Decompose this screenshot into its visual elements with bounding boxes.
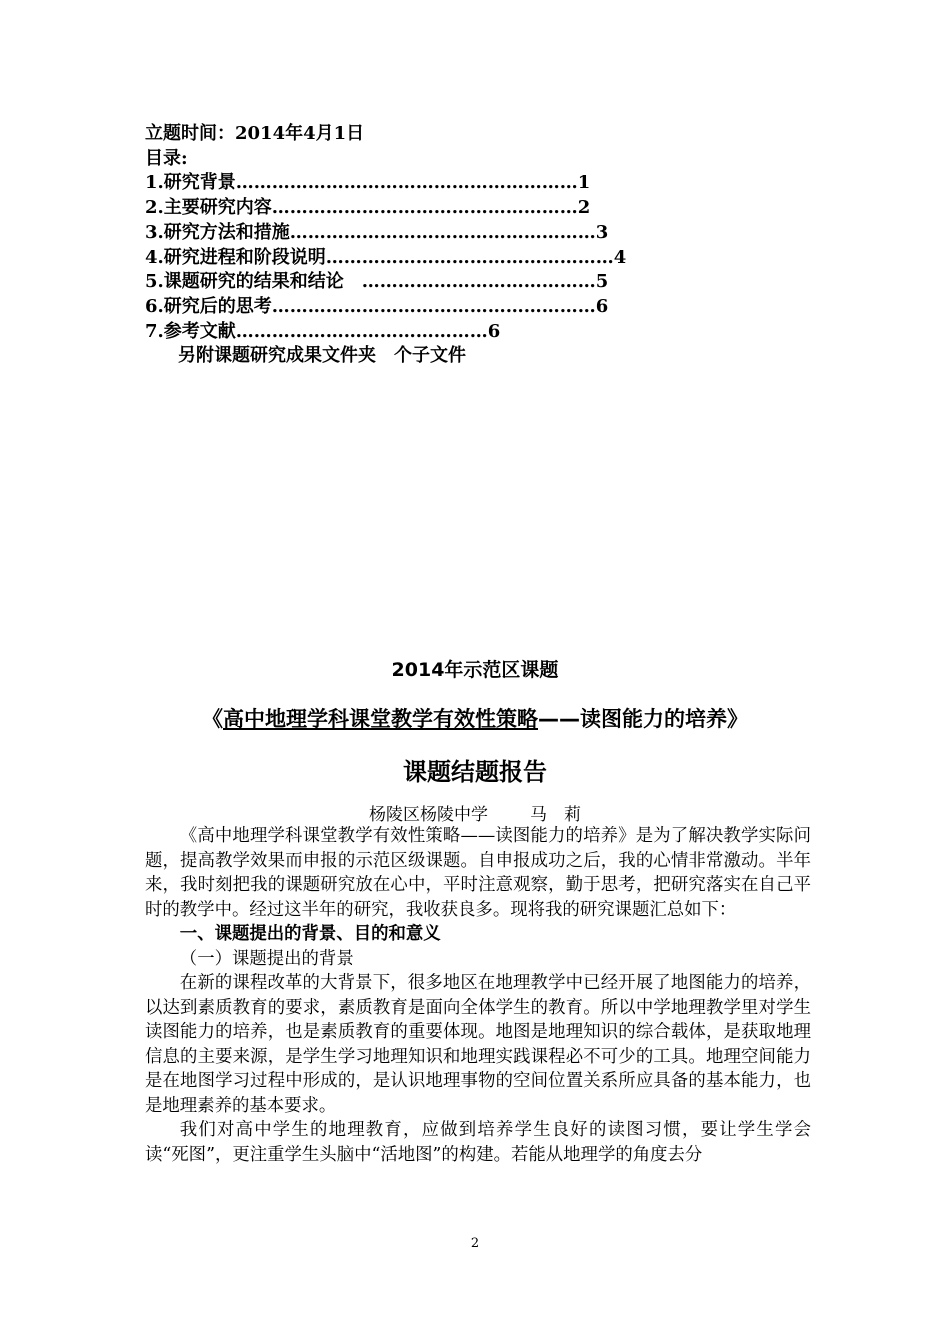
toc-item: 2.主要研究内容……………………………………………2	[145, 197, 591, 219]
title-open-bracket: 《	[202, 707, 223, 731]
toc-item: 1.研究背景…………………………………………………1	[145, 172, 591, 194]
report-topic-title	[0, 703, 950, 733]
body-paragraph: 在新的课程改革的大背景下，很多地区在地理教学中已经开展了地图能力的培养，以达到素质教育的要求，素质教育是面向全体学生的教育。所以中学地理教学里对学生读图能力的培养，也是素质教育的重要体现。地图是地理知识的综合载体，是获取地理信息的主要来源，是学生学习地理知识和地理实践课程必不可少的工具。地理空间能力是在地图学习过程中形成的，是认识地理事物的空间位置关系所应具备的基本能力，也是地理素养的基本要求。	[145, 973, 811, 1116]
report-type-title: 课题结题报告	[403, 758, 547, 786]
toc-attachment-note: 另附课题研究成果文件夹 个子文件	[178, 345, 466, 367]
toc-item: 7.参考文献……………………………………6	[145, 320, 501, 342]
report-body	[145, 824, 811, 1167]
topic-date: 立题时间：2014年4月1日	[145, 123, 365, 144]
toc-item: 6.研究后的思考………………………………………………6	[145, 295, 609, 317]
table-of-contents	[145, 122, 626, 369]
toc-item: 5.课题研究的结果和结论 …………………………………5	[145, 271, 609, 293]
title-underlined-part: 高中地理学科课堂教学有效性策略	[223, 707, 538, 731]
toc-item: 3.研究方法和措施……………………………………………3	[145, 221, 609, 243]
subsection-heading: （一）课题提出的背景	[179, 948, 354, 969]
intro-paragraph: 《高中地理学科课堂教学有效性策略——读图能力的培养》是为了解决教学实际问题，提高教学效果而申报的示范区级课题。自申报成功之后，我的心情非常激动。半年来，我时刻把我的课题研究放在心中，平时注意观察，勤于思考，把研究落实在自己平时的教学中。经过这半年的研究，我收获良多。现将我的研究课题汇总如下：	[145, 826, 811, 920]
toc-item: 4.研究进程和阶段说明…………………………………………4	[145, 246, 627, 268]
body-paragraph: 我们对高中学生的地理教育，应做到培养学生良好的读图习惯，要让学生学会读“死图”，更注重学生头脑中“活地图”的构建。若能从地理学的角度去分	[145, 1120, 811, 1165]
title-rest: ——读图能力的培养》	[538, 707, 748, 731]
page-number: 2	[470, 1236, 480, 1251]
author-name: 马 莉	[530, 805, 581, 825]
report-year-title: 2014年示范区课题	[391, 659, 559, 681]
section-heading: 一、课题提出的背景、目的和意义	[179, 924, 441, 944]
author-school: 杨陵区杨陵中学	[369, 805, 488, 825]
author-line	[0, 800, 950, 825]
toc-heading: 目录:	[145, 147, 188, 169]
